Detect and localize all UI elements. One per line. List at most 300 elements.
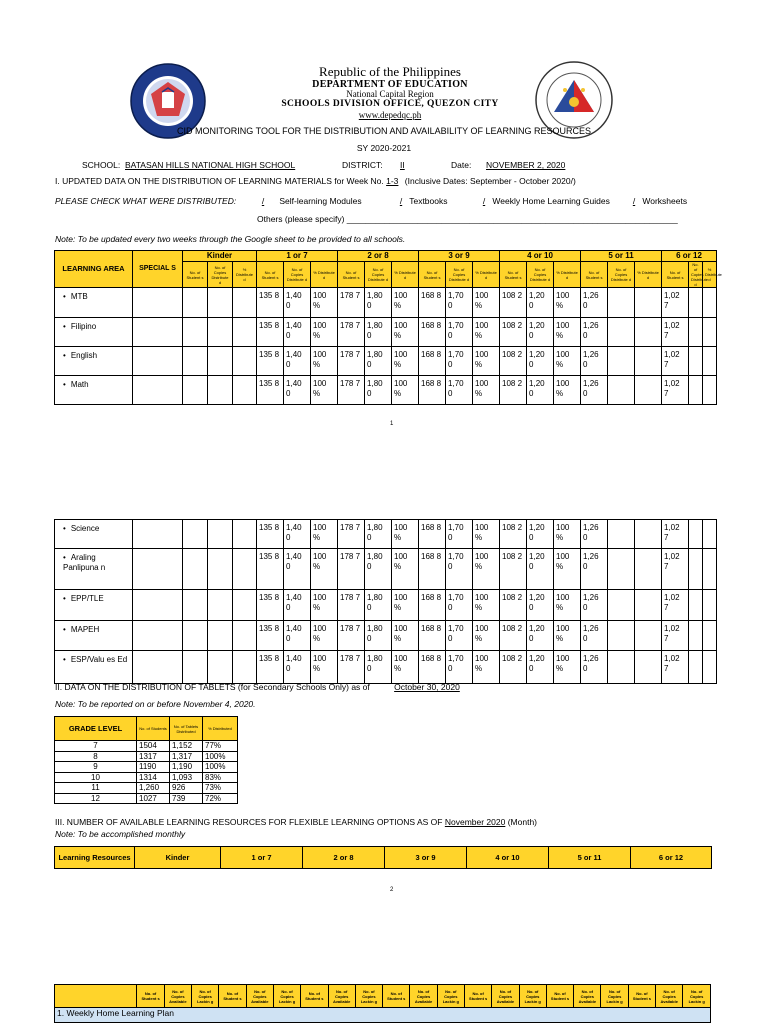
website-link[interactable]: www.depedqc.ph xyxy=(358,110,422,120)
value-cell: 100 % xyxy=(554,288,581,318)
subheader-cell: % Distribute d xyxy=(635,262,662,288)
subheader-cell: No. of Copies Available xyxy=(164,985,191,1008)
value-cell: 1,70 0 xyxy=(446,288,473,318)
check-mark: / xyxy=(482,196,486,206)
tablets-cell: 100% xyxy=(203,751,238,762)
value-cell: 1,20 0 xyxy=(527,651,554,684)
empty-cell xyxy=(233,549,257,590)
section3-text: III. NUMBER OF AVAILABLE LEARNING RESOURCES FOR FLEXIBLE LEARNING OPTIONS AS OF xyxy=(55,817,443,827)
subheader-cell: No. of Copies Available xyxy=(656,985,683,1008)
learning-area-name: • English xyxy=(63,351,97,360)
value-cell: 1,02 7 xyxy=(662,651,689,684)
grade-header: 3 or 9 xyxy=(419,251,500,262)
value-cell: 1,02 7 xyxy=(662,520,689,549)
check-option-textbooks[interactable] xyxy=(395,196,448,206)
resources-header-cell: 1 or 7 xyxy=(221,847,303,869)
subheader-cell: % Distribute d xyxy=(233,262,257,288)
empty-cell xyxy=(233,520,257,549)
value-cell: 1,20 0 xyxy=(527,590,554,621)
value-cell xyxy=(689,520,703,549)
value-cell: 100 % xyxy=(473,288,500,318)
value-cell: 1,20 0 xyxy=(527,549,554,590)
learning-area-name: • EPP/TLE xyxy=(63,594,104,603)
value-cell: 108 2 xyxy=(500,621,527,651)
value-cell: 1,20 0 xyxy=(527,288,554,318)
value-cell xyxy=(608,347,635,376)
learning-area-cell xyxy=(55,621,133,651)
table-row xyxy=(55,1008,711,1023)
empty-cell xyxy=(133,621,183,651)
empty-cell xyxy=(233,318,257,347)
value-cell xyxy=(689,590,703,621)
value-cell: 1,20 0 xyxy=(527,520,554,549)
tablets-cell: 100% xyxy=(203,762,238,773)
value-cell xyxy=(703,376,717,405)
value-cell: 1,40 0 xyxy=(284,549,311,590)
table-row xyxy=(55,288,717,318)
tablets-header-cell: No. of Students xyxy=(137,717,170,741)
resources-header-cell: 3 or 9 xyxy=(385,847,467,869)
value-cell xyxy=(689,651,703,684)
subheader-cell: No. of Copies Available xyxy=(246,985,273,1008)
empty-cell xyxy=(133,549,183,590)
value-cell: 1,40 0 xyxy=(284,590,311,621)
empty-cell xyxy=(133,288,183,318)
tablets-cell: 12 xyxy=(55,793,137,804)
region-line: National Capital Region xyxy=(346,89,434,99)
value-cell: 135 8 xyxy=(257,651,284,684)
check-row xyxy=(55,196,236,206)
value-cell: 1,26 0 xyxy=(581,520,608,549)
value-cell: 178 7 xyxy=(338,288,365,318)
tablets-cell: 10 xyxy=(55,772,137,783)
value-cell: 100 % xyxy=(311,288,338,318)
note-tablets: Note: To be reported on or before November 4, 2020. xyxy=(55,699,256,709)
value-cell: 100 % xyxy=(473,376,500,405)
value-cell: 1,40 0 xyxy=(284,621,311,651)
table-row xyxy=(55,741,238,752)
value-cell: 1,80 0 xyxy=(365,621,392,651)
value-cell: 100 % xyxy=(473,590,500,621)
empty-cell xyxy=(133,651,183,684)
empty-cell xyxy=(208,376,233,405)
value-cell: 1,26 0 xyxy=(581,376,608,405)
value-cell: 1,40 0 xyxy=(284,376,311,405)
subheader-cell: % Distribute d xyxy=(554,262,581,288)
value-cell: 1,80 0 xyxy=(365,549,392,590)
tablets-header-cell: % Distributed xyxy=(203,717,238,741)
subheader-cell: No. of Copies Lackin g xyxy=(192,985,219,1008)
value-cell: 100 % xyxy=(311,549,338,590)
page-number-1: 1 xyxy=(390,421,394,427)
value-cell xyxy=(689,376,703,405)
empty-cell xyxy=(183,347,208,376)
section1-week: 1-3 xyxy=(386,176,399,186)
tablets-cell: 11 xyxy=(55,783,137,794)
value-cell: 1,26 0 xyxy=(581,651,608,684)
table-header-row xyxy=(55,847,712,869)
value-cell: 178 7 xyxy=(338,347,365,376)
learning-area-cell xyxy=(55,318,133,347)
value-cell: 178 7 xyxy=(338,651,365,684)
value-cell: 100 % xyxy=(554,651,581,684)
subheader-cell: No. of Copies Distribute d xyxy=(608,262,635,288)
subheader-cell: No. of Student s xyxy=(301,985,328,1008)
learning-area-cell xyxy=(55,347,133,376)
value-cell: 100 % xyxy=(311,590,338,621)
tablets-cell: 77% xyxy=(203,741,238,752)
value-cell xyxy=(608,288,635,318)
empty-cell xyxy=(208,318,233,347)
section2-text: II. DATA ON THE DISTRIBUTION OF TABLETS (for Secondary Schools Only) as of xyxy=(55,682,370,692)
value-cell: 100 % xyxy=(554,590,581,621)
value-cell: 168 8 xyxy=(419,520,446,549)
value-cell: 135 8 xyxy=(257,590,284,621)
value-cell: 100 % xyxy=(473,347,500,376)
learning-area-name: • MAPEH xyxy=(63,625,99,634)
learning-area-name: • ESP/Valu es Ed xyxy=(63,655,127,664)
school-year: SY 2020-2021 xyxy=(356,143,412,153)
table-row xyxy=(55,347,717,376)
resources-header-cell: 5 or 11 xyxy=(549,847,631,869)
date-label: Date: xyxy=(451,160,472,170)
check-option-whlg[interactable] xyxy=(478,196,610,206)
value-cell: 135 8 xyxy=(257,318,284,347)
tablets-cell: 73% xyxy=(203,783,238,794)
value-cell xyxy=(608,549,635,590)
value-cell: 100 % xyxy=(392,318,419,347)
tablets-cell: 1190 xyxy=(137,762,170,773)
tablets-cell: 9 xyxy=(55,762,137,773)
value-cell: 1,20 0 xyxy=(527,318,554,347)
empty-cell xyxy=(208,288,233,318)
subheader-cell: No. of Copies Lackin g xyxy=(437,985,464,1008)
subheader-cell: No. of Student s xyxy=(465,985,492,1008)
empty-cell xyxy=(183,651,208,684)
value-cell xyxy=(703,347,717,376)
value-cell: 1,40 0 xyxy=(284,651,311,684)
empty-cell xyxy=(183,520,208,549)
value-cell: 1,26 0 xyxy=(581,549,608,590)
table-header-row xyxy=(55,717,238,741)
value-cell xyxy=(635,347,662,376)
value-cell: 1,70 0 xyxy=(446,376,473,405)
subheader-cell: No. of Copies Available xyxy=(328,985,355,1008)
empty-cell xyxy=(183,621,208,651)
republic-line: Republic of the Philippines xyxy=(319,64,461,79)
value-cell: 1,80 0 xyxy=(365,318,392,347)
value-cell: 100 % xyxy=(554,376,581,405)
learning-area-cell xyxy=(55,651,133,684)
value-cell xyxy=(608,590,635,621)
subheader-cell: No. of Student s xyxy=(419,262,446,288)
tablets-cell: 1314 xyxy=(137,772,170,783)
subheader-cell: % Distribute d xyxy=(473,262,500,288)
table-row xyxy=(55,772,238,783)
learning-materials-table-p2 xyxy=(54,519,717,684)
tablets-cell: 1504 xyxy=(137,741,170,752)
subheader-cell: No. of Student s xyxy=(500,262,527,288)
value-cell xyxy=(703,549,717,590)
value-cell: 100 % xyxy=(311,318,338,347)
section1-heading xyxy=(55,176,576,186)
value-cell xyxy=(608,651,635,684)
value-cell: 1,70 0 xyxy=(446,621,473,651)
value-cell xyxy=(608,318,635,347)
tablets-cell: 1,317 xyxy=(170,751,203,762)
subheader-cell: No. of Student s xyxy=(183,262,208,288)
value-cell xyxy=(608,621,635,651)
section2-heading xyxy=(55,682,460,692)
subheader-cell: No. of Copies Lackin g xyxy=(355,985,382,1008)
doc-title: CID MONITORING TOOL FOR THE DISTRIBUTION AND AVAILABILITY OF LEARNING RESOURCES xyxy=(176,126,592,136)
empty-cell xyxy=(233,347,257,376)
option-label: Textbooks xyxy=(409,196,448,206)
grade-header: 6 or 12 xyxy=(662,251,717,262)
tablets-cell: 8 xyxy=(55,751,137,762)
resources-header-cell: 2 or 8 xyxy=(303,847,385,869)
value-cell: 1,40 0 xyxy=(284,318,311,347)
learning-resources-header-table xyxy=(54,846,712,869)
option-label: Self-learning Modules xyxy=(279,196,362,206)
empty-cell xyxy=(233,621,257,651)
value-cell: 1,20 0 xyxy=(527,376,554,405)
subheader-cell: % Distribute d xyxy=(311,262,338,288)
district-value: II xyxy=(400,160,405,170)
date-value: NOVEMBER 2, 2020 xyxy=(486,160,566,170)
tablets-cell: 1317 xyxy=(137,751,170,762)
value-cell xyxy=(703,651,717,684)
district-label: DISTRICT: xyxy=(342,160,383,170)
value-cell xyxy=(635,549,662,590)
value-cell: 168 8 xyxy=(419,318,446,347)
others-line[interactable]: Others (please specify) ______________________________________________________________________ xyxy=(257,214,678,224)
empty-cell xyxy=(183,318,208,347)
value-cell xyxy=(635,376,662,405)
value-cell: 178 7 xyxy=(338,621,365,651)
resources-header-cell: Learning Resources xyxy=(55,847,135,869)
check-mark: / xyxy=(632,196,636,206)
subheader-cell: No. of Copies Lackin g xyxy=(601,985,628,1008)
value-cell xyxy=(689,318,703,347)
school-value: BATASAN HILLS NATIONAL HIGH SCHOOL xyxy=(125,160,296,170)
tablets-cell: 739 xyxy=(170,793,203,804)
empty-cell xyxy=(183,376,208,405)
value-cell: 1,80 0 xyxy=(365,520,392,549)
subheader-cell: % Distribute d xyxy=(392,262,419,288)
value-cell: 1,02 7 xyxy=(662,318,689,347)
learning-area-header: LEARNING AREA xyxy=(55,251,133,288)
check-label: PLEASE CHECK WHAT WERE DISTRIBUTED: xyxy=(55,196,237,206)
value-cell: 100 % xyxy=(392,549,419,590)
grade-header: 4 or 10 xyxy=(500,251,581,262)
value-cell: 1,02 7 xyxy=(662,549,689,590)
empty-cell xyxy=(133,590,183,621)
option-label: Worksheets xyxy=(642,196,688,206)
section1-dates: (Inclusive Dates: September - October 2020/) xyxy=(404,176,576,186)
value-cell: 178 7 xyxy=(338,520,365,549)
subheader-cell: No. of Copies Distribute d xyxy=(208,262,233,288)
subheader-cell: No. of Student s xyxy=(338,262,365,288)
value-cell xyxy=(635,621,662,651)
empty-cell xyxy=(208,590,233,621)
note-update: Note: To be updated every two weeks through the Google sheet to be provided to all schools. xyxy=(55,234,406,244)
value-cell: 108 2 xyxy=(500,651,527,684)
table-row xyxy=(55,751,238,762)
kinder-header: Kinder xyxy=(183,251,257,262)
value-cell: 108 2 xyxy=(500,376,527,405)
section3-month-label: (Month) xyxy=(507,817,538,827)
subheader-cell: % Distribute d xyxy=(703,262,717,288)
learning-area-cell xyxy=(55,376,133,405)
subheader-cell: No. of Copies Lackin g xyxy=(683,985,711,1008)
section2-date: October 30, 2020 xyxy=(394,682,460,692)
subheader-cell: No. of Copies Distribute d xyxy=(446,262,473,288)
subheader-cell: No. of Copies Available xyxy=(410,985,437,1008)
subheader-cell: No. of Student s xyxy=(137,985,164,1008)
tablets-cell: 1027 xyxy=(137,793,170,804)
tablets-cell: 72% xyxy=(203,793,238,804)
empty-cell xyxy=(133,520,183,549)
value-cell: 1,26 0 xyxy=(581,347,608,376)
deped-line: DEPARTMENT OF EDUCATION xyxy=(312,79,468,90)
subheader-cell: No. of Copies Available xyxy=(574,985,601,1008)
value-cell xyxy=(689,621,703,651)
tablets-cell: 1,093 xyxy=(170,772,203,783)
value-cell: 100 % xyxy=(473,621,500,651)
check-option-modules[interactable] xyxy=(257,196,362,206)
subheader-cell: No. of Copies Distribute d xyxy=(284,262,311,288)
empty-cell xyxy=(133,347,183,376)
subheader-cell: No. of Student s xyxy=(581,262,608,288)
value-cell: 135 8 xyxy=(257,621,284,651)
check-option-worksheets[interactable] xyxy=(628,196,687,206)
value-cell: 1,80 0 xyxy=(365,347,392,376)
value-cell: 1,80 0 xyxy=(365,651,392,684)
value-cell: 100 % xyxy=(392,590,419,621)
value-cell: 100 % xyxy=(554,621,581,651)
option-label: Weekly Home Learning Guides xyxy=(492,196,610,206)
table-row xyxy=(55,793,238,804)
value-cell: 1,26 0 xyxy=(581,288,608,318)
subheader-cell: No. of Student s xyxy=(546,985,573,1008)
section3-heading xyxy=(55,817,537,827)
value-cell: 1,40 0 xyxy=(284,288,311,318)
value-cell: 1,70 0 xyxy=(446,549,473,590)
table-row xyxy=(55,783,238,794)
value-cell: 1,02 7 xyxy=(662,376,689,405)
value-cell: 108 2 xyxy=(500,549,527,590)
value-cell xyxy=(689,288,703,318)
subheader-cell: No. of Copies Available xyxy=(492,985,519,1008)
learning-area-cell xyxy=(55,520,133,549)
value-cell: 168 8 xyxy=(419,621,446,651)
value-cell: 1,26 0 xyxy=(581,318,608,347)
value-cell: 168 8 xyxy=(419,651,446,684)
learning-area-name: • Math xyxy=(63,380,89,389)
value-cell xyxy=(689,549,703,590)
table-row xyxy=(55,549,717,590)
value-cell: 1,20 0 xyxy=(527,621,554,651)
value-cell: 168 8 xyxy=(419,549,446,590)
value-cell: 135 8 xyxy=(257,347,284,376)
subheader-cell: No. of Student s xyxy=(628,985,655,1008)
value-cell: 168 8 xyxy=(419,288,446,318)
resources-header-cell: Kinder xyxy=(135,847,221,869)
value-cell xyxy=(635,651,662,684)
learning-area-name: • Science xyxy=(63,524,99,533)
table-row xyxy=(55,590,717,621)
value-cell: 108 2 xyxy=(500,288,527,318)
resources-header-cell: 4 or 10 xyxy=(467,847,549,869)
learning-area-cell xyxy=(55,590,133,621)
grade-header: 1 or 7 xyxy=(257,251,338,262)
value-cell: 108 2 xyxy=(500,590,527,621)
weekly-home-learning-plan-row: 1. Weekly Home Learning Plan xyxy=(55,1008,711,1023)
subheader-cell: No. of Student s xyxy=(219,985,246,1008)
value-cell: 100 % xyxy=(554,520,581,549)
value-cell: 168 8 xyxy=(419,590,446,621)
value-cell: 1,02 7 xyxy=(662,621,689,651)
value-cell: 1,70 0 xyxy=(446,651,473,684)
page-number-2: 2 xyxy=(390,887,394,893)
value-cell: 1,40 0 xyxy=(284,520,311,549)
check-mark: / xyxy=(399,196,403,206)
value-cell: 100 % xyxy=(392,651,419,684)
value-cell: 178 7 xyxy=(338,590,365,621)
value-cell xyxy=(689,347,703,376)
tablets-cell: 83% xyxy=(203,772,238,783)
value-cell: 1,80 0 xyxy=(365,590,392,621)
empty-cell xyxy=(133,376,183,405)
value-cell xyxy=(703,520,717,549)
value-cell xyxy=(635,520,662,549)
value-cell xyxy=(635,590,662,621)
value-cell: 100 % xyxy=(311,520,338,549)
value-cell: 100 % xyxy=(311,376,338,405)
empty-cell xyxy=(233,288,257,318)
empty-cell xyxy=(133,318,183,347)
subheader-cell: No. of Copies Lackin g xyxy=(273,985,300,1008)
value-cell xyxy=(608,376,635,405)
value-cell: 100 % xyxy=(554,347,581,376)
value-cell: 178 7 xyxy=(338,376,365,405)
learning-resources-table xyxy=(54,984,711,1023)
subheader-cell: No. of Student s xyxy=(383,985,410,1008)
value-cell: 1,20 0 xyxy=(527,347,554,376)
subheader-cell: No. of Copies Lackin g xyxy=(519,985,546,1008)
value-cell: 100 % xyxy=(392,288,419,318)
empty-header-cell xyxy=(55,985,137,1008)
value-cell: 100 % xyxy=(392,376,419,405)
grade-header: 5 or 11 xyxy=(581,251,662,262)
empty-cell xyxy=(233,590,257,621)
value-cell: 108 2 xyxy=(500,520,527,549)
value-cell: 100 % xyxy=(311,651,338,684)
value-cell xyxy=(635,288,662,318)
table-row xyxy=(55,376,717,405)
value-cell: 100 % xyxy=(473,549,500,590)
note-monthly: Note: To be accomplished monthly xyxy=(55,829,186,839)
value-cell: 1,70 0 xyxy=(446,347,473,376)
tablets-header-cell: GRADE LEVEL xyxy=(55,717,137,741)
value-cell: 135 8 xyxy=(257,288,284,318)
value-cell: 1,70 0 xyxy=(446,590,473,621)
grade-header: 2 or 8 xyxy=(338,251,419,262)
learning-area-name: • Filipino xyxy=(63,322,96,331)
value-cell: 100 % xyxy=(473,520,500,549)
table-row xyxy=(55,520,717,549)
